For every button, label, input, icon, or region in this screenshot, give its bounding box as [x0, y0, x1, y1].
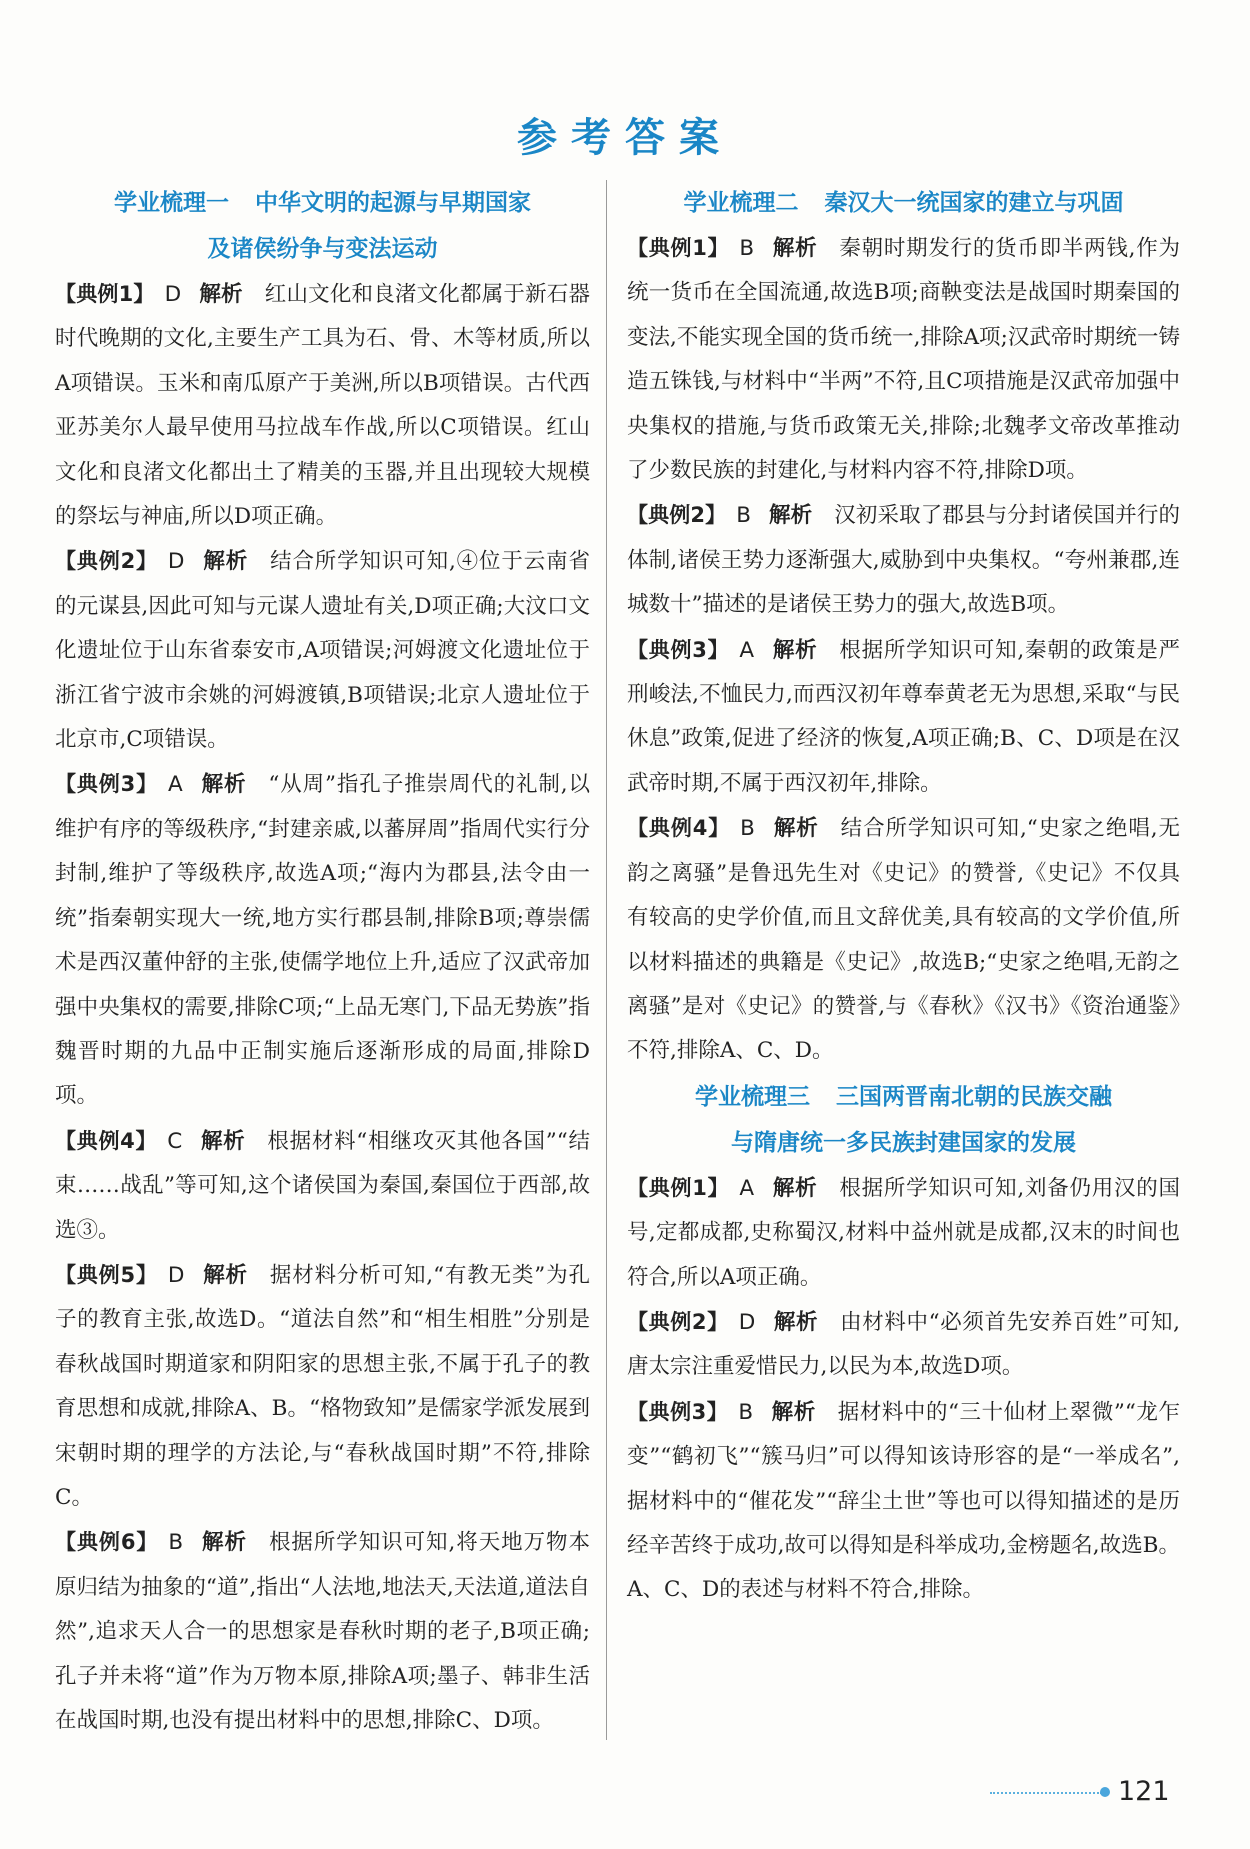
- example-answer: B: [740, 816, 755, 842]
- example-label: 【典例2】: [55, 549, 158, 574]
- example-text: 根据材料“相继攻灭其他各国”“结束……战乱”等可知,这个诸侯国为秦国,秦国位于西部,故选③。: [55, 1128, 590, 1243]
- example-answer: C: [167, 1128, 183, 1154]
- example-label: 【典例5】: [55, 1262, 158, 1287]
- example-item: [627, 628, 1180, 807]
- example-item: [55, 1119, 590, 1253]
- example-label: 【典例4】: [55, 1128, 158, 1153]
- page-number-dot: [1100, 1787, 1110, 1797]
- example-text: 结合所学知识可知,④位于云南省的元谋县,因此可知与元谋人遗址有关,D项正确;大汶口文化遗址位于山东省泰安市,A项错误;河姆渡文化遗址位于浙江省宁波市余姚的河姆渡镇,B项错误;北京人遗址位于北京市,C项错误。: [55, 549, 590, 753]
- example-text: 根据所学知识可知,将天地万物本原归结为抽象的“道”,指出“人法地,地法天,天法道,道法自然”,追求天人合一的思想家是春秋时期的老子,B项正确;孔子并未将“道”作为万物本原,排除A项;墨子、韩非生活在战国时期,也没有提出材料中的思想,排除C、D项。: [55, 1530, 590, 1733]
- analysis-keyword: 解析: [768, 503, 813, 529]
- section-title: 中华文明的起源与早期国家: [255, 190, 531, 216]
- left-column: [55, 180, 590, 1743]
- section-heading-2: [627, 180, 1180, 226]
- page-number-dotted-line: [990, 1792, 1102, 1794]
- example-item: [627, 1300, 1180, 1390]
- page-number: 121: [1118, 1776, 1170, 1807]
- analysis-keyword: 解析: [772, 637, 818, 663]
- example-text: 秦朝时期发行的货币即半两钱,作为统一货币在全国流通,故选B项;商鞅变法是战国时期秦国的变法,不能实现全国的货币统一,排除A项;汉武帝时期统一铸造五铢钱,与材料中“半两”不符,且C项措施是汉武帝加强中央集权的措施,与货币政策无关,排除;北魏孝文帝改革推动了少数民族的封建化,与材料内容不符,排除D项。: [627, 236, 1180, 484]
- example-answer: A: [168, 772, 183, 798]
- section-number: 学业梳理三: [695, 1083, 810, 1110]
- analysis-keyword: 解析: [773, 1309, 819, 1335]
- example-text: 红山文化和良渚文化都属于新石器时代晚期的文化,主要生产工具为石、骨、木等材质,所以A项错误。玉米和南瓜原产于美洲,所以B项错误。古代西亚苏美尔人最早使用马拉战车作战,所以C项错误。红山文化和良渚文化都出土了精美的玉器,并且出现较大规模的祭坛与神庙,所以D项正确。: [55, 282, 590, 530]
- example-text: 汉初采取了郡县与分封诸侯国并行的体制,诸侯王势力逐渐强大,威胁到中央集权。“夸州兼郡,连城数十”描述的是诸侯王势力的强大,故选B项。: [627, 503, 1180, 618]
- example-answer: B: [736, 503, 751, 529]
- analysis-keyword: 解析: [772, 236, 818, 261]
- example-item: [55, 762, 590, 1118]
- analysis-keyword: 解析: [200, 1128, 246, 1154]
- example-label: 【典例1】: [627, 236, 730, 260]
- analysis-keyword: 解析: [202, 549, 249, 575]
- right-column: [627, 180, 1180, 1613]
- example-answer: D: [164, 282, 182, 307]
- example-text: 根据所学知识可知,秦朝的政策是严刑峻法,不恤民力,而西汉初年尊奉黄老无为思想,采取“与民休息”政策,促进了经济的恢复,A项正确;B、C、D项是在汉武帝时期,不属于西汉初年,排除。: [627, 637, 1180, 796]
- example-text: 据材料中的“三十仙材上翠微”“龙乍变”“鹤初飞”“簇马归”可以得知该诗形容的是“一举成名”,据材料中的“催花发”“辞尘土世”等也可以得知描述的是历经辛苦终于成功,故可以得知是科举成功,金榜题名,故选B。A、C、D的表述与材料不符合,排除。: [627, 1399, 1180, 1603]
- analysis-keyword: 解析: [202, 1262, 248, 1288]
- column-divider: [606, 180, 607, 1740]
- page-title: 参考答案: [517, 115, 733, 161]
- example-item: [627, 1390, 1180, 1613]
- example-answer: D: [167, 1262, 185, 1288]
- section-number: 学业梳理二: [683, 190, 799, 216]
- example-item: [627, 226, 1180, 493]
- example-answer: A: [739, 637, 755, 663]
- example-answer: D: [167, 549, 185, 575]
- example-text: “从周”指孔子推崇周代的礼制,以维护有序的等级秩序,“封建亲戚,以蕃屏周”指周代实行分封制,维护了等级秩序,故选A项;“海内为郡县,法令由一统”指秦朝实现大一统,地方实行郡县制,排除B项;尊崇儒术是西汉董仲舒的主张,使儒学地位上升,适应了汉武帝加强中央集权的需要,排除C项;“上品无寒门,下品无势族”指魏晋时期的九品中正制实施后逐渐形成的局面,排除D项。: [55, 772, 590, 1109]
- example-item: [55, 1253, 590, 1520]
- section-title: 秦汉大一统国家的建立与巩固: [824, 190, 1124, 216]
- analysis-keyword: 解析: [772, 1175, 818, 1201]
- section-title-line2: 与隋唐统一多民族封建国家的发展: [731, 1129, 1076, 1156]
- example-label: 【典例4】: [627, 816, 731, 841]
- analysis-keyword: 解析: [771, 1399, 816, 1425]
- example-label: 【典例3】: [55, 772, 159, 797]
- analysis-keyword: 解析: [199, 282, 243, 307]
- example-text: 结合所学知识可知,“史家之绝唱,无韵之离骚”是鲁迅先生对《史记》的赞誉,《史记》不仅具有较高的史学价值,而且文辞优美,具有较高的文学价值,所以材料描述的典籍是《史记》,故选B;“史家之绝唱,无韵之离骚”是对《史记》的赞誉,与《春秋》《汉书》《资治通鉴》不符,排除A、C、D。: [627, 816, 1180, 1064]
- example-text: 根据所学知识可知,刘备仍用汉的国号,定都成都,史称蜀汉,材料中益州就是成都,汉末的时间也符合,所以A项正确。: [627, 1175, 1180, 1290]
- analysis-keyword: 解析: [201, 1530, 247, 1556]
- example-text: 据材料分析可知,“有教无类”为孔子的教育主张,故选D。“道法自然”和“相生相胜”分别是春秋战国时期道家和阴阳家的思想主张,不属于孔子的教育思想和成就,排除A、B。“格物致知”是儒家学派发展到宋朝时期的理学的方法论,与“春秋战国时期”不符,排除C。: [55, 1262, 590, 1510]
- example-label: 【典例1】: [55, 282, 155, 306]
- example-answer: A: [739, 1175, 755, 1201]
- example-item: [627, 493, 1180, 627]
- section-title: 三国两晋南北朝的民族交融: [836, 1083, 1112, 1110]
- example-answer: B: [168, 1530, 184, 1556]
- analysis-keyword: 解析: [772, 816, 819, 842]
- section-heading-1: [55, 180, 590, 272]
- section-heading-3: [627, 1074, 1180, 1166]
- example-label: 【典例2】: [627, 1309, 729, 1334]
- example-item: [627, 1166, 1180, 1300]
- example-answer: D: [738, 1309, 756, 1335]
- section-title-line2: 及诸侯纷争与变法运动: [207, 236, 438, 262]
- section-number: 学业梳理一: [114, 190, 229, 216]
- example-label: 【典例1】: [627, 1175, 730, 1200]
- example-label: 【典例3】: [627, 637, 730, 662]
- example-label: 【典例2】: [627, 503, 727, 528]
- example-item: [627, 806, 1180, 1073]
- example-label: 【典例6】: [55, 1530, 159, 1555]
- analysis-keyword: 解析: [200, 772, 247, 798]
- example-label: 【典例3】: [627, 1399, 729, 1424]
- example-answer: B: [739, 236, 755, 261]
- example-item: [55, 1520, 590, 1743]
- example-answer: B: [738, 1399, 754, 1425]
- example-item: [55, 539, 590, 762]
- example-item: [55, 272, 590, 539]
- example-text: 由材料中“必须首先安养百姓”可知,唐太宗注重爱惜民力,以民为本,故选D项。: [627, 1309, 1180, 1380]
